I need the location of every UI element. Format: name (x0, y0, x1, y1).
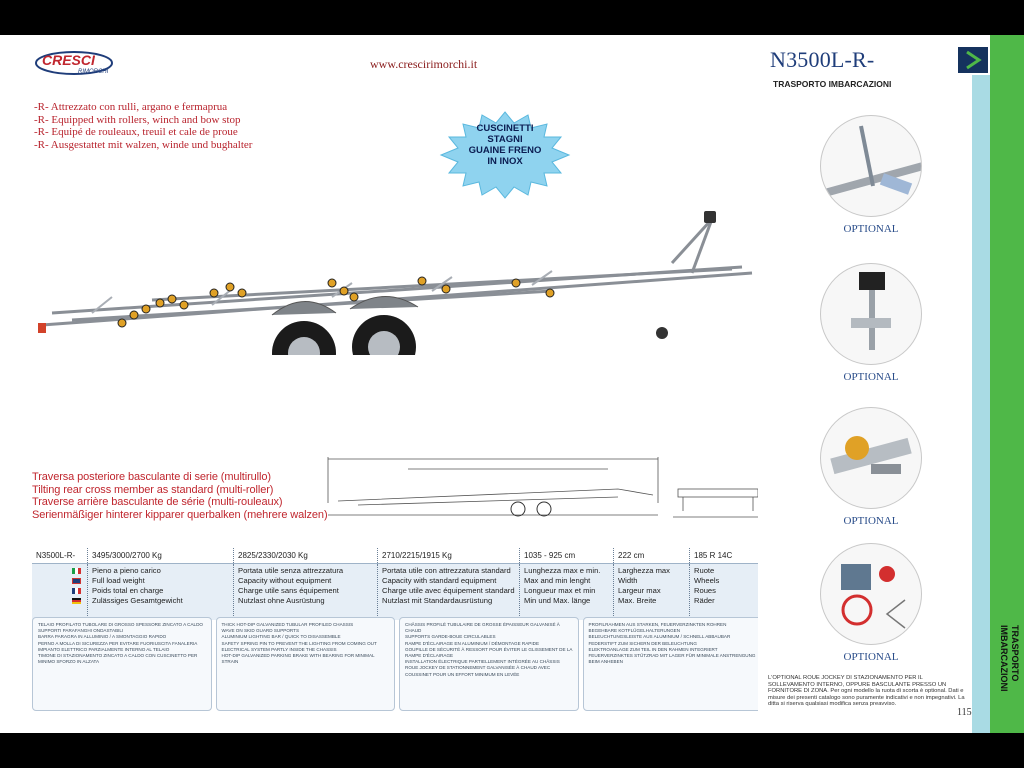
technical-drawing (318, 453, 768, 523)
optional-label-4: OPTIONAL (843, 651, 899, 663)
spec-width-value: 222 cm (614, 548, 690, 563)
trailer-image (32, 205, 758, 355)
spec-model: N3500L-R- (32, 548, 88, 563)
equipment-line-de: -R- Ausgestattet mit walzen, winde und bughalter (34, 138, 253, 151)
spec-header-row (32, 548, 762, 564)
chevron-right-icon (958, 47, 988, 73)
optional-label-3: OPTIONAL (843, 515, 899, 527)
features-box-it: TELAIO PROFILATO TUBOLARE DI GROSSO SPESSORE ZINCATO A CALDO SUPPORTI PARAFANGHI ONDASTABILI BARRA PARAGRA IN ALLUMINIO / A SMONTAGGIO RAPIDO PERNO A MOLLA DI SICUREZZA PER EVITARE FUORIUSCITA FANALERIA IMPIANTO ELETTRICO PARZIALMENTE INTERNO AL TELAIO TIMONE DI STAZIONAMENTO ZINCATO A CALDO CON CUSCINETTO PER MINIMO SFORZO IN ALZATA (32, 617, 212, 711)
website-link[interactable]: www.crescirimorchi.it (370, 57, 478, 71)
optional-label-2: OPTIONAL (843, 371, 899, 383)
logo-sub-text: RIMORCHI (78, 69, 109, 75)
rear-line-en: Tilting rear cross member as standard (multi-roller) (32, 483, 274, 496)
model-category: TRASPORTO IMBARCAZIONI (773, 79, 892, 89)
catalog-page (0, 35, 1024, 733)
flag-it-icon (72, 568, 81, 574)
optional-lock-image (820, 543, 922, 645)
cresci-logo (34, 49, 122, 77)
equipment-line-it: -R- Attrezzato con rulli, argano e fermaprua (34, 101, 228, 113)
optional-ramp-image (820, 407, 922, 509)
equipment-line-fr: -R- Equipé de rouleaux, treuil et cale de proue (34, 126, 238, 138)
rear-line-fr: Traverse arrière basculante de série (multi-rouleaux) (32, 496, 283, 508)
spec-length-value: 1035 - 925 cm (520, 548, 614, 563)
features-box-de: PROFILRAHMEN AUS STARKEN, FEUERVERZINKTEN ROHREN BEGEHBARE KOTFLÜGELHALTERUNGEN BELEUCHTUNGSLEISTE AUS ALUMINIUM / SCHNELL ABBAUBAR FEDERSTIFT ZUM SICHERN DER BELEUCHTUNG ELEKTROANLAGE ZUM TEIL IN DEN RAHMEN INTEGRIERT FEUERVERZINKTES STÜTZRAD MIT LAGER FÜR MINIMALE ANSTRENGUNG BEIM ANHEBEN (583, 617, 763, 711)
flag-fr-icon (72, 588, 81, 594)
spec-table (32, 548, 762, 620)
rear-line-de: Serienmäßiger hinterer kipparer querbalken (mehrere walzen) (32, 508, 328, 521)
flag-de-icon (72, 598, 81, 604)
spec-label-row: Pieno a pieno carico Full load weight Poids total en charge Zulässiges Gesamtgewicht Portata utile senza attrezzatura Capacity without equipment Charge utile sans équipement Nutzlast ohne Ausrüstung Portata utile con attrezzatura standard Capacity with standard equipment Charge utile avec équipement standard Nutzlast mit Standardausrüstung Lunghezza max e min. Max and min lenght Longueur max et min Min und Max. länge Larghezza max Width Largeur max Max. Breite Ruote Wheels Roues Räder (32, 564, 762, 620)
spec-capacity-value: 2825/2330/2030 Kg (234, 548, 378, 563)
bottom-note: L'OPTIONAL ROUE JOCKEY DI STAZIONAMENTO PER IL SOLLEVAMENTO INTERNO, OPPURE BASCULANTE PRESSO UN FORNITORE DI ZONA. Per ogni modello la ruota di scorta è optional. Dati e misure dei presenti catalogo sono puramente indicativi e non impegnativi. La ditta si riserva qualsiasi modifica senza preavviso. (768, 675, 965, 708)
model-title: N3500L-R- (770, 47, 875, 72)
equipment-line-en: -R- Equipped with rollers, winch and bow stop (34, 113, 241, 126)
rear-line-it: Traversa posteriore basculante di serie (multirullo) (32, 471, 271, 483)
optional-label-1: OPTIONAL (843, 223, 899, 235)
page-number: 115 (957, 707, 972, 718)
equipment-description (34, 101, 252, 151)
features-box-fr: CHÂSSIS PROFILÉ TUBULAIRE DE GROSSE ÉPAISSEUR GALVANISÉ À CHAUD SUPPORTS GARDE-BOUE CIRCULABLES RAMPE D'ÉCLAIRAGE EN ALUMINIUM / DÉMONTAGE RAPIDE GOUPILLE DE SÉCURITÉ À RESSORT POUR ÉVITER LE GLISSEMENT DE LA RAMPE D'ÉCLAIRAGE INSTALLATION ÉLECTRIQUE PARTIELLEMENT INTÉGRÉE AU CHÂSSIS ROUE JOCKEY DE STATIONNEMENT GALVANISÉE À CHAUD AVEC COUSSINET POUR UN EFFORT MINIMUM EN LEVÉE (399, 617, 579, 711)
logo-brand-text: CRESCI (42, 52, 95, 68)
next-arrow-button[interactable] (958, 47, 988, 73)
spec-capacity-std-value: 2710/2215/1915 Kg (378, 548, 520, 563)
flag-uk-icon (72, 578, 81, 584)
optional-jockey-wheel-image (820, 115, 922, 217)
teal-stripe (972, 75, 990, 733)
spec-wheels-value: 185 R 14C (694, 551, 733, 560)
rear-crossmember-description (32, 471, 328, 521)
feature-badge-text: CUSCINETTI STAGNI GUAINE FRENO IN INOX (468, 123, 542, 167)
optional-support-image (820, 263, 922, 365)
spec-weight-value: 3495/3000/2700 Kg (88, 548, 234, 563)
features-row (32, 617, 762, 711)
side-category-label: TRASPORTO IMBARCAZIONI (999, 625, 1020, 692)
features-box-en: THICK HOT-DIP GALVANIZED TUBULAR PROFILED CHASSIS WAVE ON SKID GUARD SUPPORTS ALUMINIUM LIGHTING BAR / QUICK TO DISASSEMBLE SAFETY SPRING PIN TO PREVENT THE LIGHTING FROM COMING OUT ELECTRICAL SYSTEM PARTLY INSIDE THE CHASSIS HOT-DIP GALVANIZED PARKING BRAKE WITH BEARING FOR MINIMAL STRAIN (216, 617, 396, 711)
